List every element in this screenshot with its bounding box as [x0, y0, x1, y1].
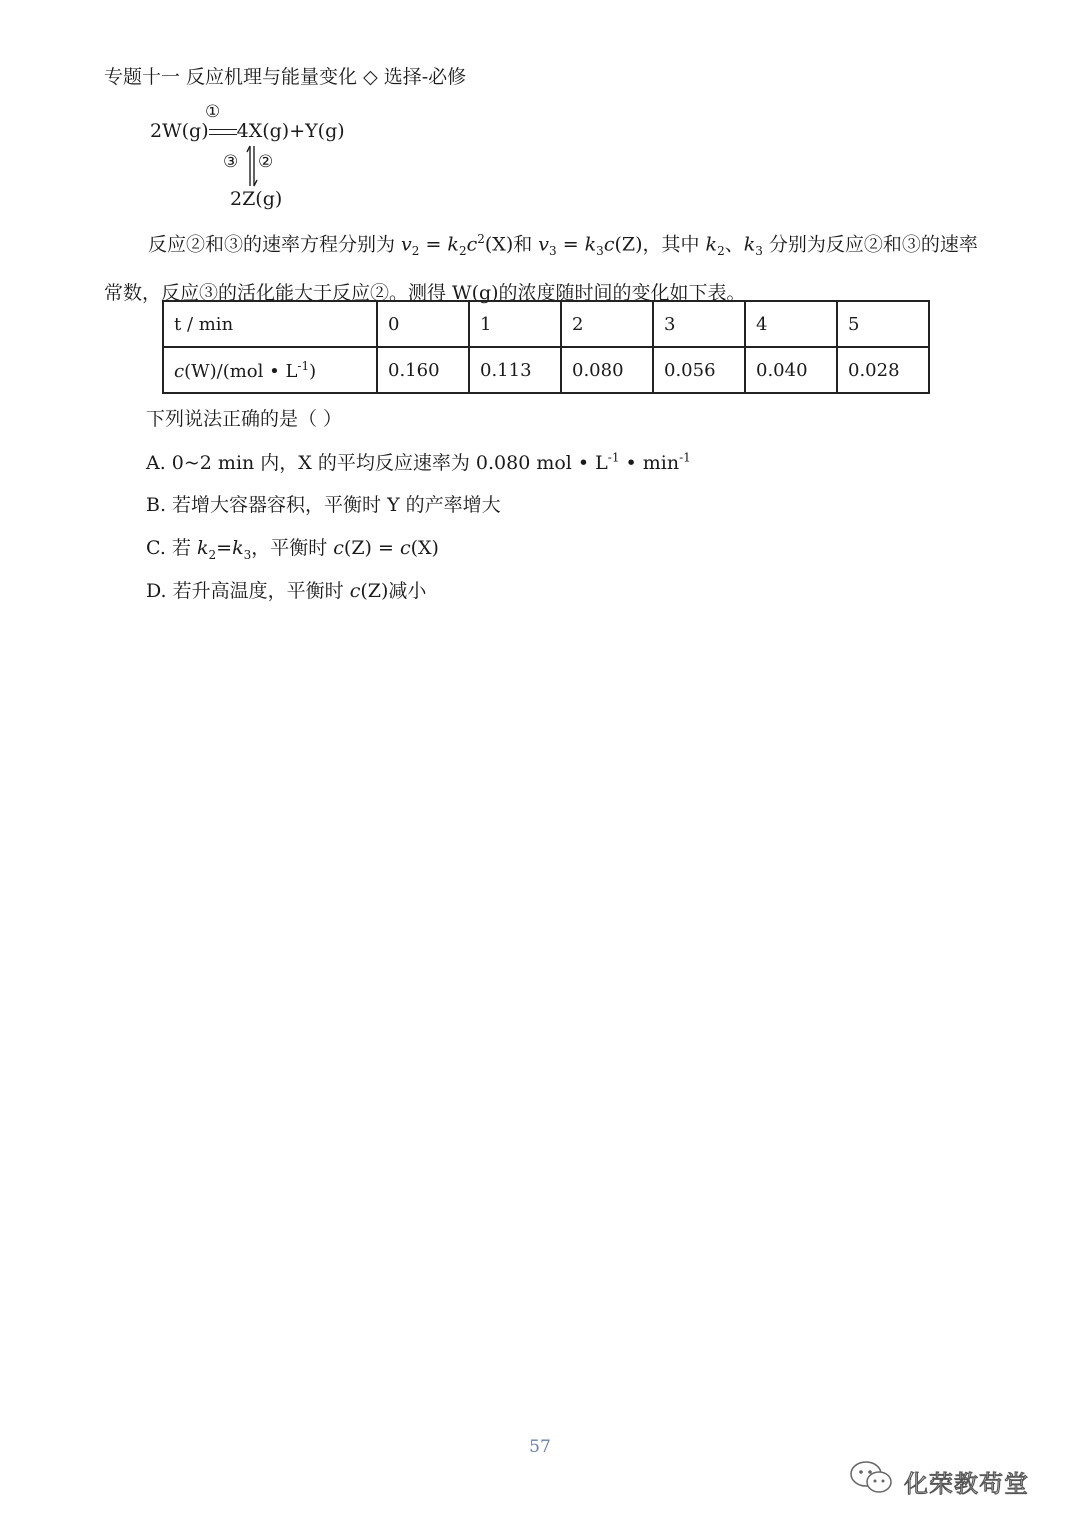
- table-row: [163, 301, 929, 347]
- concentration-table: [162, 300, 930, 394]
- table-header-concentration: c(W)/(mol • $L^{-1}$): [163, 347, 377, 393]
- table-cell: 3: [653, 301, 745, 347]
- table-cell: 1: [469, 301, 561, 347]
- table-cell: 4: [745, 301, 837, 347]
- equilibrium-sign: [209, 125, 237, 139]
- reaction-label-3: ③: [223, 152, 239, 172]
- watermark: [848, 1458, 1058, 1500]
- option-b: B. 若增大容器容积，平衡时 Y 的产率增大: [146, 494, 501, 516]
- table-cell: 0.080: [561, 347, 653, 393]
- reaction-top-row: [150, 120, 345, 142]
- table-header-time: t / min: [163, 301, 377, 347]
- table-cell: 2: [561, 301, 653, 347]
- reaction-scheme: [150, 102, 410, 218]
- table-cell: 0.028: [837, 347, 929, 393]
- rate-description: 反应②和③的速率方程分别为 $v_2 = k_2c^2(X)$和 $v_3 = k_3c(Z)$，其中 $k_2$、$k_3$ 分别为反应②和③的速率常数，反应③的活化能大于反应②。测得 W(g)的浓度随时间的变化如下表。: [104, 232, 978, 305]
- table-cell: 0.040: [745, 347, 837, 393]
- page-header: 专题十一 反应机理与能量变化 ◇ 选择-必修: [104, 66, 467, 88]
- reaction-label-2: ②: [258, 152, 274, 172]
- option-a: A. 0~2 min 内，X 的平均反应速率为 0.080 mol • $L^{-1}$ • $\min^{-1}$: [146, 450, 691, 474]
- reversible-arrow-icon: [245, 144, 259, 188]
- table-cell: 0.113: [469, 347, 561, 393]
- table-cell: 5: [837, 301, 929, 347]
- table-cell: 0.056: [653, 347, 745, 393]
- reaction-label-1: ①: [205, 102, 221, 122]
- wechat-logo-icon: [848, 1458, 896, 1498]
- reactant-w: 2W(g): [150, 120, 209, 142]
- page-number: 57: [529, 1437, 551, 1457]
- watermark-text: 化荣教苟堂: [904, 1470, 1029, 1498]
- table-row: [163, 347, 929, 393]
- option-d: D. 若升高温度，平衡时 c(Z)减小: [146, 580, 427, 602]
- option-c: C. 若 $k_2=k_3$，平衡时 c(Z) = c(X): [146, 537, 439, 562]
- products-xy: 4X(g)+Y(g): [236, 120, 345, 142]
- product-z: 2Z(g): [230, 188, 283, 210]
- table-cell: 0.160: [377, 347, 469, 393]
- table-cell: 0: [377, 301, 469, 347]
- question-prompt: 下列说法正确的是（ ）: [146, 408, 343, 430]
